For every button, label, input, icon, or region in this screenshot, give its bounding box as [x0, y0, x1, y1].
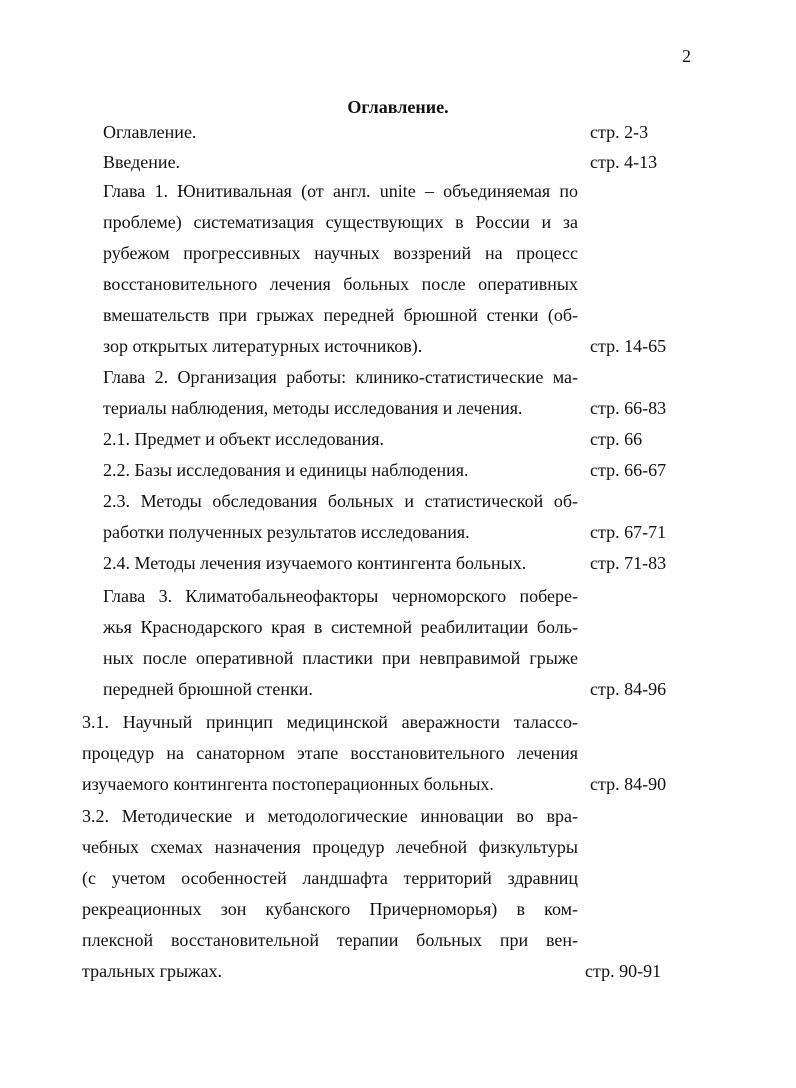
- toc-entry-line: плексной восстановительной терапии больных при вен-: [82, 930, 578, 950]
- toc-entry-page: стр. 84-96: [590, 679, 667, 699]
- toc-entry-line: 3.2. Методические и методологические инновации во вра-: [82, 806, 578, 826]
- toc-entry-line: жья Краснодарского края в системной реабилитации боль-: [103, 617, 578, 637]
- toc-entry-page: стр. 66: [590, 429, 643, 449]
- toc-entry-line: тральных грыжах.: [82, 961, 223, 981]
- toc-entry-page: стр. 84-90: [590, 774, 667, 794]
- toc-title: Оглавление.: [347, 97, 449, 117]
- toc-entry-line: Введение.: [103, 152, 181, 172]
- toc-entry-page: стр. 66-67: [590, 460, 667, 480]
- toc-entry-line: проблеме) систематизация существующих в России и за: [103, 212, 578, 232]
- toc-entry-line: 2.3. Методы обследования больных и статистической об-: [103, 491, 578, 511]
- toc-entry-line: Оглавление.: [103, 122, 197, 142]
- toc-entry-line: восстановительного лечения больных после оперативных: [103, 274, 578, 294]
- toc-entry-line: ных после оперативной пластики при невправимой грыже: [103, 648, 578, 668]
- toc-entry-line: изучаемого контингента постоперационных больных.: [82, 774, 494, 794]
- toc-entry-page: стр. 66-83: [590, 398, 667, 418]
- toc-entry-page: стр. 4-13: [590, 152, 658, 172]
- toc-entry-page: стр. 67-71: [590, 522, 667, 542]
- toc-entry-line: 3.1. Научный принцип медицинской аверажности талассо-: [82, 712, 578, 732]
- toc-entry-line: зор открытых литературных источников).: [103, 336, 423, 356]
- toc-entry-page: стр. 2-3: [590, 122, 649, 142]
- toc-entry-line: Глава 1. Юнитивальная (от англ. unite – объединяемая по: [103, 181, 578, 201]
- toc-entry-line: Глава 2. Организация работы: клинико-статистические ма-: [103, 367, 578, 387]
- toc-entry-line: чебных схемах назначения процедур лечебной физкультуры: [82, 837, 578, 857]
- toc-entry-line: рекреационных зон кубанского Причерноморья) в ком-: [82, 899, 578, 919]
- toc-entry-page: стр. 14-65: [590, 336, 667, 356]
- toc-entry-line: 2.2. Базы исследования и единицы наблюдения.: [103, 460, 469, 480]
- toc-entry-line: (с учетом особенностей ландшафта территорий здравниц: [82, 868, 578, 888]
- toc-entry-line: процедур на санаторном этапе восстановительного лечения: [82, 743, 578, 763]
- toc-entry-page: стр. 90-91: [585, 961, 662, 981]
- toc-entry-line: 2.1. Предмет и объект исследования.: [103, 429, 384, 449]
- toc-entry-line: 2.4. Методы лечения изучаемого контингента больных.: [103, 553, 527, 573]
- toc-entry-line: работки полученных результатов исследования.: [103, 522, 470, 542]
- toc-entry-line: вмешательств при грыжах передней брюшной стенки (об-: [103, 305, 578, 325]
- toc-entry-line: передней брюшной стенки.: [103, 679, 313, 699]
- toc-entry-line: Глава 3. Климатобальнеофакторы черноморского побере-: [103, 586, 578, 606]
- page-number: 2: [682, 46, 691, 66]
- toc-entry-line: рубежом прогрессивных научных воззрений на процесс: [103, 243, 578, 263]
- toc-entry-page: стр. 71-83: [590, 553, 667, 573]
- toc-entry-line: териалы наблюдения, методы исследования и лечения.: [103, 398, 523, 418]
